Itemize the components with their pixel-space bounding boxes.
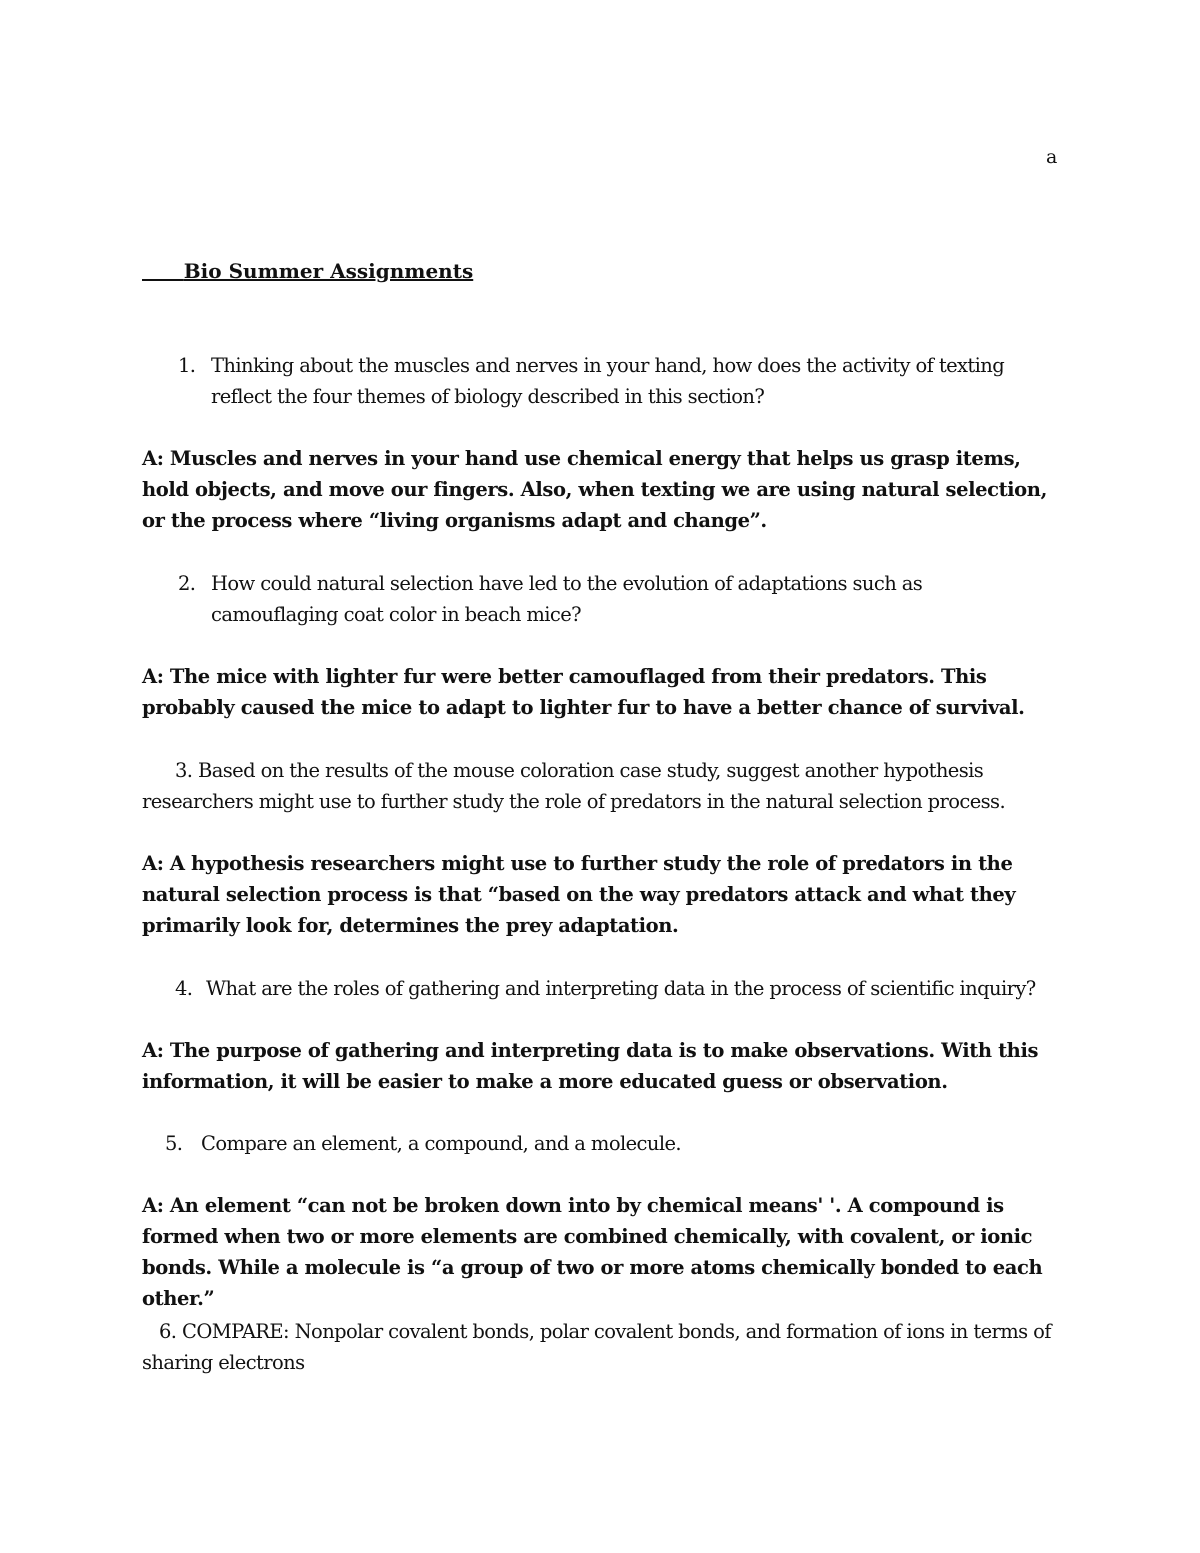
question-number: 5. [165,1132,183,1155]
question-text: COMPARE: Nonpolar covalent bonds, polar covalent bonds, and formation of ions in terms of sharing electrons [142,1320,1051,1374]
document-title [142,259,473,283]
question-text: Based on the results of the mouse coloration case study, suggest another hypothesis researchers might use to further study the role of predators in the natural selection process. [142,759,1006,813]
question-1 [178,350,1028,412]
question-6 [142,1316,1062,1378]
question-4 [175,973,1075,1004]
answer-4: A: The purpose of gathering and interpreting data is to make observations. With this information, it will be easier to make a more educated guess or observation. [142,1039,1039,1093]
question-text: Thinking about the muscles and nerves in your hand, how does the activity of texting reflect the four themes of biology described in this section? [211,354,1005,408]
answer-3: A: A hypothesis researchers might use to further study the role of predators in the natural selection process is that “based on the way predators attack and what they primarily look for, determines the prey adaptation. [142,852,1016,937]
question-text: How could natural selection have led to the evolution of adaptations such as camouflaging coat color in beach mice? [211,572,923,626]
question-3 [142,755,1052,817]
question-number: 6. [159,1320,177,1343]
question-number: 2. [178,572,196,595]
header-mark: a [1046,146,1058,168]
answer-1: A: Muscles and nerves in your hand use chemical energy that helps us grasp items, hold objects, and move our fingers. Also, when texting we are using natural selection, or the process where “living organisms adapt and change”. [142,447,1047,532]
question-text: Compare an element, a compound, and a molecule. [201,1132,681,1155]
question-2 [178,568,1028,630]
title-text: Bio Summer Assignments [183,259,474,283]
question-5 [165,1128,1065,1159]
question-number: 3. [175,759,193,782]
question-number: 4. [175,977,193,1000]
question-text: What are the roles of gathering and interpreting data in the process of scientific inquiry? [206,977,1036,1000]
answer-5: A: An element “can not be broken down into by chemical means' '. A compound is formed when two or more elements are combined chemically, with covalent, or ionic bonds. While a molecule is “a group of two or more atoms chemically bonded to each other.” [142,1194,1043,1310]
question-number: 1. [178,354,196,377]
answer-2: A: The mice with lighter fur were better camouflaged from their predators. This probably caused the mice to adapt to lighter fur to have a better chance of survival. [142,665,1025,719]
